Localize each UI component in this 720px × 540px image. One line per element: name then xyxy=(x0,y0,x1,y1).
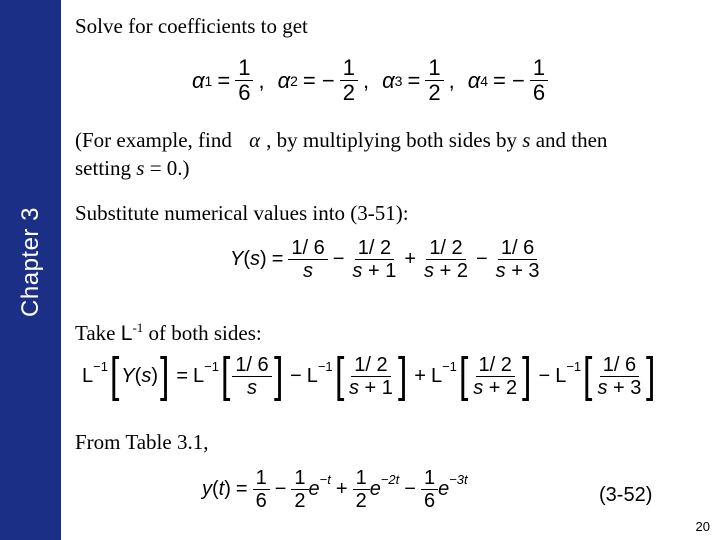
page-number: 20 xyxy=(695,519,710,534)
intro-line: Solve for coefficients to get xyxy=(75,14,308,38)
substitute-line: Substitute numerical values into (3-51): xyxy=(75,201,409,225)
from-table-line: From Table 3.1, xyxy=(75,430,209,454)
take-text-post: of both sides: xyxy=(148,321,262,345)
ys-equation: Y ( s ) = $\frac{1/ 6}{s}$ − $\frac{1/ 2}{s + 1}$ + $\frac{1/ 2}{s + 2}$ − $\frac{1/ 6}{s + 3}$ xyxy=(230,237,540,282)
chapter-sidebar xyxy=(0,0,61,540)
inverse-laplace-equation: L $^{-1}$ [ Y ( s ) ] = L $^{-1}$ [ $\frac{1/ 6}{s}$ ] − L $^{-1}$ [ $\frac{1/ 2}{s + 1}$ ] + L $^{-1}$ [ $\frac{1/ 2}{s + 2}$ ] − L $^{-1}$ [ $\frac{1/ 6}{s + 3}$ ] xyxy=(82,349,656,402)
take-text-pre: Take xyxy=(75,321,116,345)
chapter-label: Chapter 3 xyxy=(17,207,44,317)
equation-number: (3-52) xyxy=(599,484,653,506)
example-text-post: , by multiplying both sides by xyxy=(266,128,517,152)
setting-line: setting s = 0.) xyxy=(75,156,190,180)
coefficients-equation: α 1 = $\frac{1}{6}$ , α 2 = − $\frac{1}{2}$ , α 3 = $\frac{1}{2}$ , α 4 = − $\frac{1}{6}$ xyxy=(192,56,548,105)
example-text-and-then: and then xyxy=(535,128,608,152)
take-line: Take $L^{-1}$ of both sides: xyxy=(75,320,262,345)
yt-equation: y ( t ) = $\frac{1}{6}$ − $\frac{1}{2}$ e $^{-t}$ + $\frac{1}{2}$ e $^{-2t}$ − $\frac{1}{6}$ e $^{-3t}$ xyxy=(202,467,468,512)
example-line: (For example, find α , by multiplying both sides by s and then xyxy=(75,128,608,152)
example-text-pre: (For example, find xyxy=(75,128,232,152)
setting-text-pre: setting xyxy=(75,156,131,180)
setting-text-post: = 0.) xyxy=(149,156,190,180)
